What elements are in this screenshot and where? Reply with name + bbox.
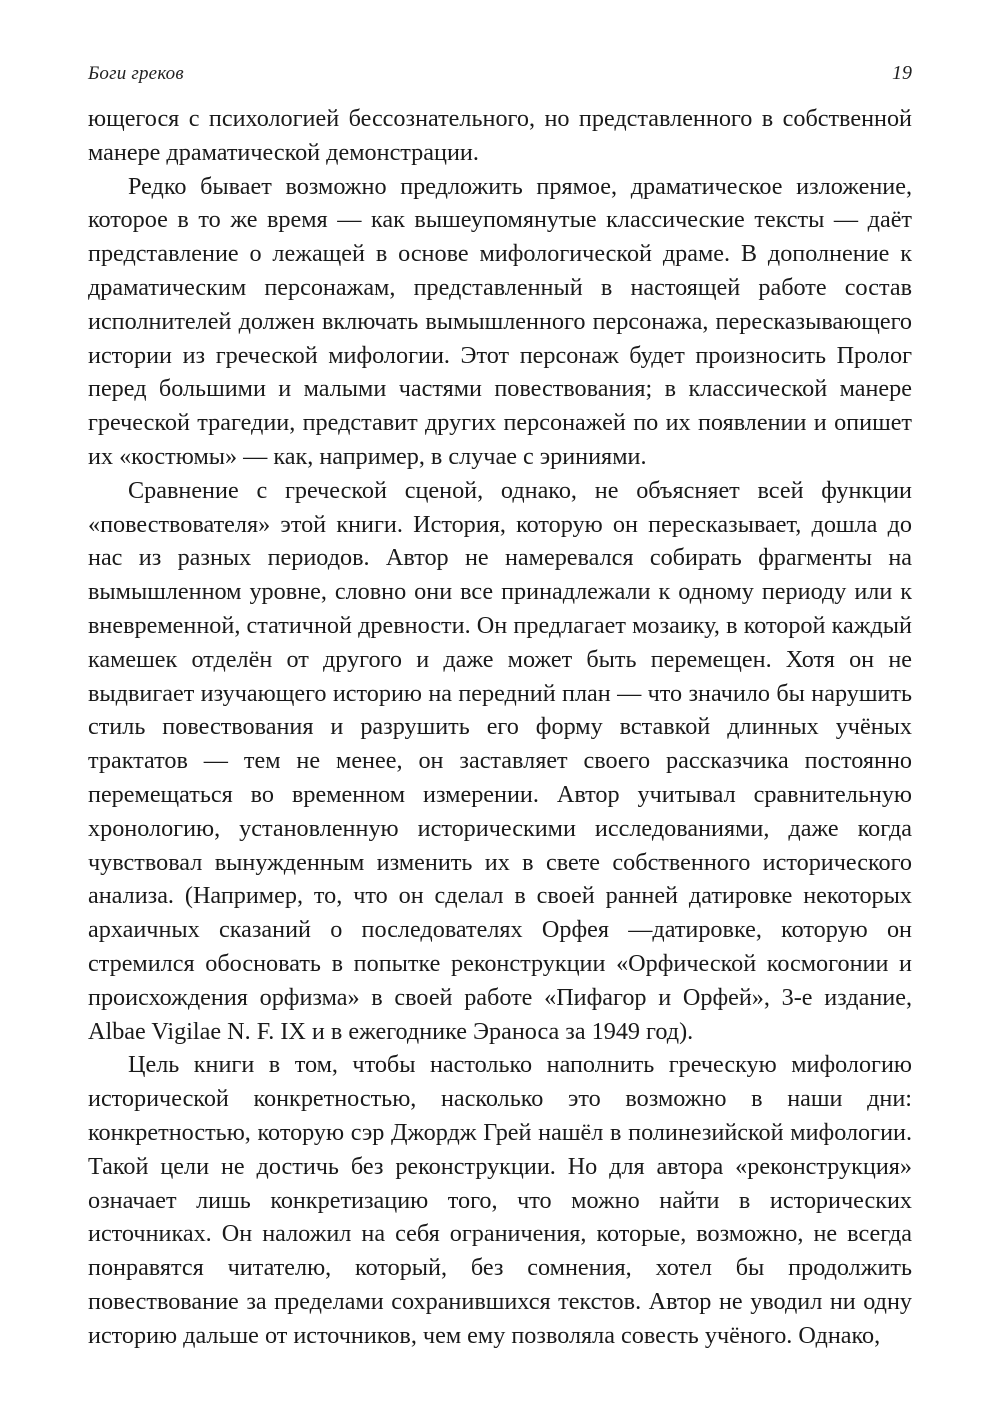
body-text bbox=[88, 102, 912, 1352]
book-page bbox=[88, 62, 912, 1402]
running-header bbox=[88, 62, 912, 90]
paragraph: Цель книги в том, чтобы настолько наполнить греческую мифологию исторической конкретностью, насколько это возможно в наши дни: конкретностью, которую сэр Джордж Грей нашёл в полинезийской мифологии. Такой цели не достичь без реконструкции. Но для автора «реконструкция» означает лишь конкретизацию того, что можно найти в исторических источниках. Он наложил на себя ограничения, которые, возможно, не всегда понравятся читателю, который, без сомнения, хотел бы продолжить повествование за пределами сохранившихся текстов. Автор не уводил ни одну историю дальше от источников, чем ему позволяла совесть учёного. Однако, bbox=[88, 1051, 912, 1349]
paragraph: Сравнение с греческой сценой, однако, не объясняет всей функции «повествователя» этой книги. История, которую он пересказывает, дошла до нас из разных периодов. Автор не намеревался собирать фрагменты на вымышленном уровне, словно они все принадлежали к одному периоду или к вневременной, статичной древности. Он предлагает мозаику, в которой каждый камешек отделён от другого и даже может быть перемещен. Хотя он не выдвигает изучающего историю на передний план — что значило бы нарушить стиль повествования и разрушить его форму вставкой длинных учёных трактатов — тем не менее, он заставляет своего рассказчика постоянно перемещаться во временном измерении. Автор учитывал сравнительную хронологию, установленную историческими исследованиями, даже когда чувствовал вынужденным изменить их в свете собственного исторического анализа. (Например, то, что он сделал в своей ранней датировке некоторых архаичных сказаний о последователях Орфея —датировке, которую он стремился обосновать в попытке реконструкции «Орфической космогонии и происхождения орфизма» в своей работе «Пифагор и Орфей», 3-е издание, Albae Vigilae N. F. IX и в ежегоднике Эраноса за 1949 год). bbox=[88, 476, 912, 1045]
running-title: Боги греков bbox=[88, 63, 184, 84]
paragraph-continued: ющегося с психологией бессознательного, но представленного в собственной манере драматической демонстрации. bbox=[88, 105, 912, 166]
page-number: 19 bbox=[892, 62, 912, 84]
paragraph: Редко бывает возможно предложить прямое, драматическое изложение, которое в то же время — как вышеупомянутые классические тексты — даёт представление о лежащей в основе мифологической драме. В дополнение к драматическим персонажам, представленный в настоящей работе состав исполнителей должен включать вымышленного персонажа, пересказывающего истории из греческой мифологии. Этот персонаж будет произносить Пролог перед большими и малыми частями повествования; в классической манере греческой трагедии, представит других персонажей по их появлении и опишет их «костюмы» — как, например, в случае с эриниями. bbox=[88, 172, 912, 470]
